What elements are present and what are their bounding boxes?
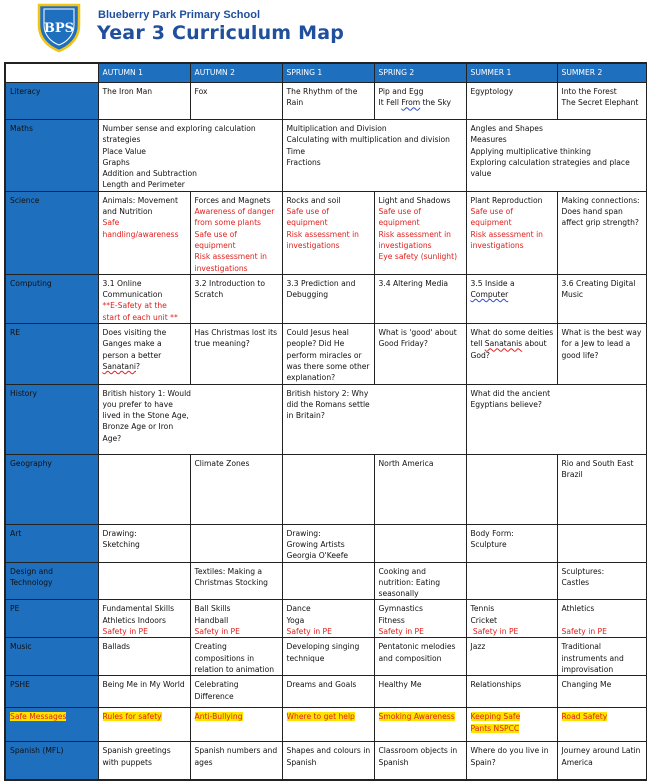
school-logo (33, 1, 85, 53)
term-summer-2: SUMMER 2 (557, 63, 647, 83)
cell-music-spring-1: Developing singing technique (282, 638, 374, 676)
row-literacy (5, 83, 647, 120)
safety-note: **E-Safety at the start of each unit ** (102, 301, 178, 322)
text: 3.5 Inside a (470, 278, 515, 288)
text: Light and Shadows (378, 195, 451, 205)
text: Fitness (378, 615, 405, 625)
page-title: Year 3 Curriculum Map (97, 22, 345, 44)
cell-pshe-autumn-2: Celebrating Difference (190, 676, 282, 708)
cell-pe-autumn-2 (190, 600, 282, 638)
row-computing (5, 274, 647, 323)
row-maths (5, 120, 647, 192)
cell-literacy-summer-2 (557, 83, 647, 120)
cell-geography-autumn-1 (98, 454, 190, 524)
text: Time (286, 146, 306, 156)
cell-literacy-summer-1: Egyptology (466, 83, 557, 120)
spelling-flagged-word: Sanatani (102, 361, 136, 371)
text: Athletics (561, 604, 595, 614)
row-music (5, 638, 647, 676)
cell-computing-spring-2: 3.4 Altering Media (374, 274, 466, 323)
text: Forces and Magnets (194, 195, 271, 205)
text: Where to get help (286, 712, 355, 722)
cell-re-summer-2: What is the best way for a Jew to lead a good life? (557, 324, 647, 384)
row-safe-messages (5, 708, 647, 742)
term-summer-1: SUMMER 1 (466, 63, 557, 83)
text: What did the ancient Egyptians believe? (470, 388, 551, 409)
cell-science-summer-1 (466, 191, 557, 274)
text: Place Value (102, 146, 146, 156)
cell-spanish-autumn-2: Spanish numbers and ages (190, 742, 282, 780)
cell-science-autumn-2 (190, 191, 282, 274)
cell-re-autumn-2: Has Christmas lost its true meaning? (190, 324, 282, 384)
text: Gymnastics (378, 604, 423, 614)
text: Into the Forest (561, 87, 617, 96)
cell-safety-autumn-2 (190, 708, 282, 742)
row-art (5, 524, 647, 562)
text: the Sky (420, 98, 451, 108)
text: Anti-Bullying (194, 712, 243, 722)
text: Cricket (470, 615, 497, 625)
text: The Secret Elephant (561, 98, 639, 108)
cell-music-summer-2: Traditional instruments and improvisation (557, 638, 647, 676)
cell-maths-autumn (98, 120, 282, 192)
cell-music-autumn-1: Ballads (98, 638, 190, 676)
cell-literacy-spring-2 (374, 83, 466, 120)
cell-music-summer-1: Jazz (466, 638, 557, 676)
text: British history 1: Would you prefer to have lived in the Stone Age, Bronze Age or Iron Age? (102, 388, 191, 443)
school-name: Blueberry Park Primary School (98, 9, 261, 21)
cell-science-summer-2: Making connections: Does hand span affect grip strength? (557, 191, 647, 274)
cell-dt-summer-2 (557, 562, 647, 600)
cell-geography-autumn-2: Climate Zones (190, 454, 282, 524)
safety-note: Awareness of danger from some plants (194, 207, 275, 228)
text: Fundamental Skills (102, 604, 175, 614)
corner-cell (5, 63, 98, 83)
text: Multiplication and Division (286, 124, 387, 133)
cell-history-summer (466, 384, 647, 454)
safety-note: Eye safety (sunlight) (378, 252, 458, 262)
cell-geography-summer-1 (466, 454, 557, 524)
cell-re-autumn-1 (98, 324, 190, 384)
text: Yoga (286, 615, 305, 625)
cell-pe-autumn-1 (98, 600, 190, 638)
safety-note: Safe use of equipment (286, 207, 329, 228)
cell-pshe-spring-1: Dreams and Goals (282, 676, 374, 708)
cell-safety-summer-1 (466, 708, 557, 742)
text: Calculating with multiplication and division (286, 135, 450, 145)
grammar-flagged-word: From (401, 98, 421, 108)
spelling-flagged-word: Sanatanis (484, 339, 523, 349)
text: Georgia O'Keefe (286, 551, 349, 561)
subject-pshe: PSHE (5, 676, 98, 708)
cell-art-summer-1 (466, 524, 557, 562)
text: Sketching (102, 539, 140, 549)
cell-art-autumn-1 (98, 524, 190, 562)
cell-science-spring-1 (282, 191, 374, 274)
subject-art: Art (5, 524, 98, 562)
safety-note: Safe use of equipment (470, 207, 513, 228)
cell-geography-spring-1 (282, 454, 374, 524)
text: Sculptures: (561, 566, 605, 576)
cell-spanish-autumn-1: Spanish greetings with puppets (98, 742, 190, 780)
cell-dt-summer-1 (466, 562, 557, 600)
text: Applying multiplicative thinking (470, 146, 591, 156)
subject-science: Science (5, 191, 98, 274)
logo-letters: BPS (43, 21, 75, 36)
text: Drawing: (286, 528, 321, 538)
row-pe (5, 600, 647, 638)
cell-spanish-summer-1: Where do you live in Spain? (466, 742, 557, 780)
subject-pe: PE (5, 600, 98, 638)
cell-spanish-spring-2: Classroom objects in Spanish (374, 742, 466, 780)
cell-art-spring-1 (282, 524, 374, 562)
cell-history-autumn (98, 384, 282, 454)
text: Pants NSPCC (470, 723, 520, 733)
term-autumn-1: AUTUMN 1 (98, 63, 190, 83)
subject-music: Music (5, 638, 98, 676)
text: Handball (194, 615, 229, 625)
row-spanish (5, 742, 647, 780)
safety-note: Safe use of equipment (378, 207, 421, 228)
cell-re-spring-1: Could Jesus heal people? Did He perform miracles or was there some other explanation? (282, 324, 374, 384)
safety-note: Safety in PE (378, 627, 424, 637)
cell-dt-autumn-2: Textiles: Making a Christmas Stocking (190, 562, 282, 600)
text: Angles and Shapes (470, 124, 543, 133)
cell-literacy-autumn-2: Fox (190, 83, 282, 120)
cell-pshe-spring-2: Healthy Me (374, 676, 466, 708)
safety-note: Safety in PE (286, 627, 332, 637)
text: It Fell (378, 98, 402, 108)
safety-note: Safe handling/awareness (102, 218, 179, 239)
safety-note: Risk assessment in investigations (194, 252, 268, 273)
cell-safety-spring-2 (374, 708, 466, 742)
text: Safe Messages (10, 712, 67, 722)
text: Athletics Indoors (102, 615, 167, 625)
subject-literacy: Literacy (5, 83, 98, 120)
cell-computing-summer-2: 3.6 Creating Digital Music (557, 274, 647, 323)
cell-pe-summer-2 (557, 600, 647, 638)
text: What do some deities tell (470, 328, 554, 349)
subject-geography: Geography (5, 454, 98, 524)
text: Road Safety (561, 712, 608, 722)
text: Pip and Egg (378, 87, 424, 96)
cell-geography-summer-2: Rio and South East Brazil (557, 454, 647, 524)
row-re (5, 324, 647, 384)
text: 3.1 Online Communication (102, 278, 163, 300)
row-pshe (5, 676, 647, 708)
cell-music-autumn-2: Creating compositions in relation to animation (190, 638, 282, 676)
cell-spanish-summer-2: Journey around Latin America (557, 742, 647, 780)
cell-literacy-spring-1: The Rhythm of the Rain (282, 83, 374, 120)
cell-computing-summer-1 (466, 274, 557, 323)
safety-note: Safety in PE (102, 627, 148, 637)
term-spring-1: SPRING 1 (282, 63, 374, 83)
cell-re-summer-1 (466, 324, 557, 384)
subject-spanish: Spanish (MFL) (5, 742, 98, 780)
cell-maths-spring (282, 120, 466, 192)
text: Castles (561, 577, 590, 587)
text: Addition and Subtraction (102, 169, 197, 179)
cell-computing-autumn-1 (98, 274, 190, 323)
cell-pe-spring-1 (282, 600, 374, 638)
text: Drawing: (102, 528, 137, 538)
text: Rules for safety (102, 712, 162, 722)
safety-note: Safety in PE (470, 627, 519, 637)
text: Measures (470, 135, 507, 145)
safety-note: Safety in PE (561, 627, 607, 637)
cell-re-spring-2: What is 'good' about Good Friday? (374, 324, 466, 384)
cell-art-autumn-2 (190, 524, 282, 562)
cell-safety-summer-2 (557, 708, 647, 742)
cell-computing-autumn-2: 3.2 Introduction to Scratch (190, 274, 282, 323)
text: about God? (470, 339, 547, 360)
subject-history: History (5, 384, 98, 454)
text: Rocks and soil (286, 195, 341, 205)
cell-literacy-autumn-1: The Iron Man (98, 83, 190, 120)
text: Exploring calculation strategies and place value (470, 157, 630, 179)
safety-note: Risk assessment in investigations (470, 229, 544, 250)
text: Graphs (102, 157, 130, 167)
text: Sculpture (470, 539, 507, 549)
text: British history 2: Why did the Romans settle in Britain? (286, 388, 370, 421)
cell-dt-spring-1 (282, 562, 374, 600)
cell-music-spring-2: Pentatonic melodies and composition (374, 638, 466, 676)
text: Smoking Awareness (378, 712, 455, 722)
subject-re: RE (5, 324, 98, 384)
subject-design-technology: Design and Technology (5, 562, 98, 600)
row-science (5, 191, 647, 274)
safety-note: Safety in PE (194, 627, 240, 637)
subject-safe-messages (5, 708, 98, 742)
cell-safety-spring-1 (282, 708, 374, 742)
text: Animals: Movement and Nutrition (102, 195, 178, 217)
text: Growing Artists (286, 539, 345, 549)
term-autumn-2: AUTUMN 2 (190, 63, 282, 83)
cell-art-spring-2 (374, 524, 466, 562)
row-history (5, 384, 647, 454)
cell-pshe-summer-2: Changing Me (557, 676, 647, 708)
text: Number sense and exploring calculation strategies (102, 124, 256, 145)
subject-maths: Maths (5, 120, 98, 192)
cell-pe-spring-2 (374, 600, 466, 638)
safety-note: Risk assessment in investigations (286, 229, 360, 250)
cell-history-spring (282, 384, 466, 454)
text: Does visiting the Ganges make a person a better (102, 328, 167, 360)
cell-dt-autumn-1 (98, 562, 190, 600)
cell-pshe-autumn-1: Being Me in My World (98, 676, 190, 708)
text: Tennis (470, 604, 495, 614)
row-design-technology (5, 562, 647, 600)
safety-note: Risk assessment in investigations (378, 229, 452, 250)
cell-science-spring-2 (374, 191, 466, 274)
curriculum-table (4, 62, 647, 781)
cell-maths-summer (466, 120, 647, 192)
text: Length and Perimeter (102, 180, 185, 190)
cell-geography-spring-2: North America (374, 454, 466, 524)
text: Dance (286, 604, 311, 614)
cell-pe-summer-1 (466, 600, 557, 638)
text: Plant Reproduction (470, 195, 543, 205)
row-geography (5, 454, 647, 524)
cell-computing-spring-1: 3.3 Prediction and Debugging (282, 274, 374, 323)
cell-art-summer-2 (557, 524, 647, 562)
text: Fractions (286, 157, 321, 167)
text: Body Form: (470, 528, 514, 538)
text: ? (136, 361, 141, 371)
cell-spanish-spring-1: Shapes and colours in Spanish (282, 742, 374, 780)
safety-note: Safe use of equipment (194, 229, 237, 250)
cell-science-autumn-1 (98, 191, 190, 274)
subject-computing: Computing (5, 274, 98, 323)
cell-dt-spring-2: Cooking and nutrition: Eating seasonally (374, 562, 466, 600)
text: Keeping Safe (470, 712, 521, 722)
cell-pshe-summer-1: Relationships (466, 676, 557, 708)
cell-safety-autumn-1 (98, 708, 190, 742)
text: Ball Skills (194, 604, 231, 614)
grammar-flagged-word: Computer (470, 290, 509, 300)
term-spring-2: SPRING 2 (374, 63, 466, 83)
term-header-row (5, 63, 647, 83)
